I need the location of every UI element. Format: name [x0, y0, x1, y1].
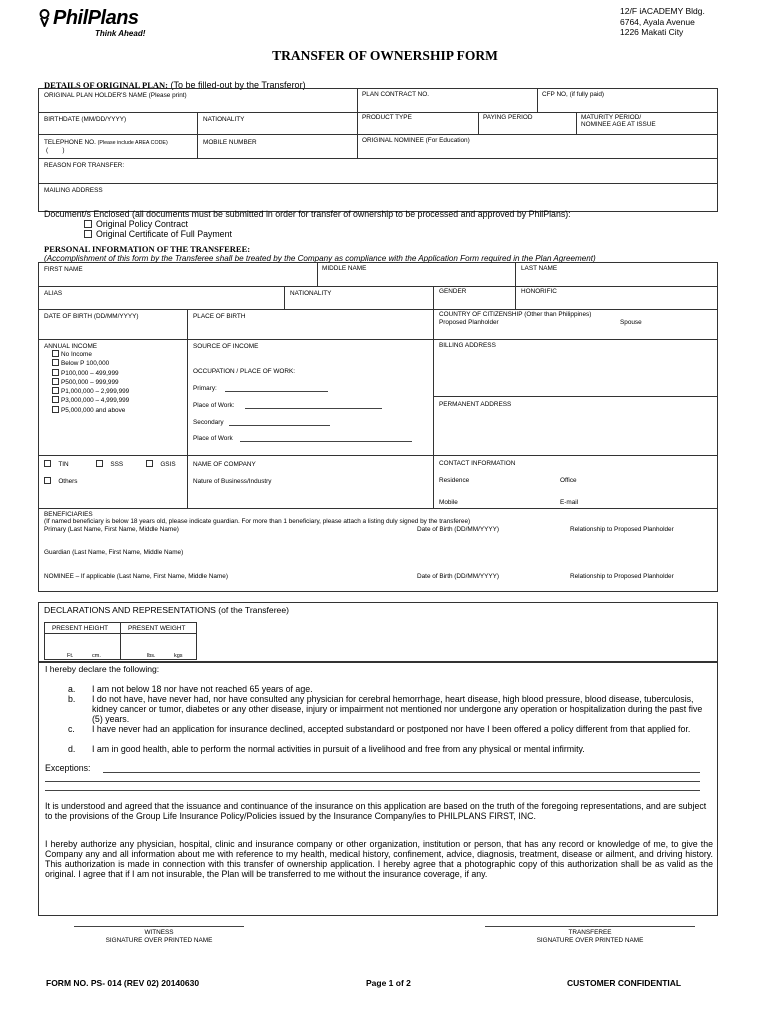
- beneficiaries-note: (If named beneficiary is below 18 years old, please indicate guardian. For more than 1 beneficiary, please attach a listing duly signed by the transferee): [44, 518, 471, 525]
- transferee-signature-label: SIGNATURE OVER PRINTED NAME: [536, 937, 644, 944]
- maturity-label: [581, 114, 656, 128]
- income-option[interactable]: [52, 359, 129, 368]
- product-type-label: PRODUCT TYPE: [362, 114, 412, 121]
- income-option-label: No Income: [61, 351, 92, 358]
- honorific-label: HONORIFIC: [521, 288, 557, 295]
- mailing-address-label: MAILING ADDRESS: [44, 187, 103, 194]
- declaration-text: I have never had an application for insurance declined, accepted substandard or postponed nor have I been offered a policy different from that applied for.: [92, 724, 691, 734]
- gender-label: GENDER: [439, 288, 467, 295]
- original-plan-table: [38, 88, 718, 212]
- reason-label: REASON FOR TRANSFER:: [44, 162, 125, 169]
- page-number: Page 1 of 2: [366, 978, 411, 988]
- nominee-label: NOMINEE – If applicable (Last Name, First Name, Middle Name): [44, 573, 228, 580]
- transferee-nationality-label: NATIONALITY: [290, 290, 332, 297]
- income-option[interactable]: [52, 350, 129, 359]
- witness-signature-line[interactable]: [74, 926, 244, 927]
- income-option[interactable]: [52, 396, 129, 405]
- annual-income-label: ANNUAL INCOME: [44, 343, 98, 350]
- tin-label: TIN: [58, 461, 69, 468]
- transferee-table: [38, 262, 718, 592]
- billing-address-label: BILLING ADDRESS: [439, 342, 496, 349]
- philplans-logo-icon: [38, 9, 51, 27]
- declaration-letter: c.: [68, 724, 75, 734]
- income-option-label: Below P 100,000: [61, 360, 110, 368]
- proposed-planholder-label: Proposed Planholder: [439, 319, 499, 326]
- income-option[interactable]: [52, 406, 129, 415]
- declaration-text: I am in good health, able to perform the normal activities in pursuit of a livelihood and free from any physical or mental infirmity.: [92, 744, 585, 754]
- last-name-label: LAST NAME: [521, 265, 558, 272]
- email-label: E-mail: [560, 499, 579, 506]
- telephone-label: [44, 139, 168, 147]
- declaration-letter: b.: [68, 694, 76, 704]
- present-weight-label: PRESENT WEIGHT: [128, 625, 186, 632]
- beneficiary-relationship-label: Relationship to Proposed Planholder: [570, 526, 674, 533]
- declaration-text: I am not below 18 nor have not reached 65 years of age.: [92, 684, 313, 694]
- original-plan-title: DETAILS OF ORIGINAL PLAN:: [44, 80, 168, 90]
- income-option-label: P3,000,000 – 4,999,999: [61, 397, 130, 405]
- kgs-label: kgs: [174, 653, 183, 659]
- documents-intro: Document/s Enclosed (all documents must be submitted in order for transfer of ownership to be processed and approved by PhilPlans):: [44, 209, 571, 219]
- maturity-label-2: NOMINEE AGE AT ISSUE: [581, 121, 656, 129]
- declaration-a: [68, 684, 713, 694]
- confidential-label: CUSTOMER CONFIDENTIAL: [567, 978, 682, 988]
- exceptions-line[interactable]: [45, 790, 700, 791]
- permanent-address-label: PERMANENT ADDRESS: [439, 401, 512, 408]
- transferee-heading: PERSONAL INFORMATION OF THE TRANSFEREE:: [44, 244, 251, 254]
- declarations-heading: DECLARATIONS AND REPRESENTATIONS (of the Transferee): [44, 605, 289, 615]
- others-checkbox[interactable]: [44, 477, 78, 485]
- beneficiaries-label: BENEFICIARIES: [44, 511, 93, 518]
- declaration-d: [68, 744, 713, 754]
- document-item-1: [84, 219, 188, 229]
- beneficiary-dob-label: Date of Birth (DD/MM/YYYY): [417, 526, 500, 533]
- gsis-checkbox[interactable]: [146, 460, 176, 468]
- gsis-label: GSIS: [160, 461, 176, 468]
- alias-label: ALIAS: [44, 290, 63, 297]
- dob-label: DATE OF BIRTH (DD/MM/YYYY): [44, 313, 139, 320]
- ft-label: Ft.: [67, 653, 74, 659]
- transferee-label: TRANSFEREE: [568, 929, 612, 936]
- income-option-label: P500,000 – 999,999: [61, 378, 119, 386]
- authorization-paragraph: I hereby authorize any physician, hospital, clinic and insurance company or other organization, institution or person, that has any record or knowledge of me, to give the Company any and all information about me with reference to my health, medical history, confinement, advice, diagnosis, treatment, disease or ailment, and driving history. This authorization is made in connection with this transfer of ownership application. I hereby agree that a photographic copy of this authorization shall be as valid as the original. I agree that if I am not insurable, the Plan will be transferred to me without the insurance coverage, if any.: [45, 839, 713, 880]
- spouse-label: Spouse: [620, 319, 642, 326]
- mobile-label: MOBILE NUMBER: [203, 139, 257, 146]
- income-options: [52, 350, 129, 415]
- primary-label: Primary:: [193, 385, 217, 392]
- document-checkbox-1[interactable]: [84, 220, 92, 228]
- original-plan-note: (To be filled-out by the Transferor): [170, 80, 306, 90]
- tin-checkbox[interactable]: [44, 460, 69, 468]
- income-option[interactable]: [52, 378, 129, 387]
- others-label: Others: [58, 478, 78, 485]
- address-line-2: 6764, Ayala Avenue: [620, 16, 695, 27]
- declare-intro: I hereby declare the following:: [45, 664, 160, 674]
- document-item-label-1: Original Policy Contract: [96, 219, 188, 229]
- source-income-label: SOURCE OF INCOME: [193, 343, 259, 350]
- cfp-no-label: CFP NO, (if fully paid): [542, 91, 605, 98]
- place-work-label: Place of Work:: [193, 402, 235, 409]
- middle-name-label: MIDDLE NAME: [322, 265, 367, 272]
- transferee-note: (Accomplishment of this form by the Transferee shall be treated by the Company as compliance with the Application Form required in the Plan Agreement): [44, 254, 596, 263]
- document-item-label-2: Original Certificate of Full Payment: [96, 229, 232, 239]
- address-line-1: 12/F iACADEMY Bldg.: [620, 6, 705, 16]
- pob-label: PLACE OF BIRTH: [193, 313, 246, 320]
- telephone-note: (Please include AREA CODE): [97, 140, 168, 146]
- income-option[interactable]: [52, 369, 129, 378]
- birthdate-label: BIRTHDATE (MM/DD/YYYY): [44, 116, 127, 123]
- declaration-b: [68, 694, 713, 724]
- citizenship-label: COUNTRY OF CITIZENSHIP (Other than Philippines): [439, 311, 592, 318]
- exceptions-line[interactable]: [45, 781, 700, 782]
- telephone-paren: ( ): [46, 147, 65, 154]
- lbs-label: lbs.: [147, 653, 156, 659]
- nominee-relationship-label: Relationship to Proposed Planholder: [570, 573, 674, 580]
- understanding-paragraph: It is understood and agreed that the issuance and continuance of the insurance on this application are based on the truth of the foregoing representations, and are subject to the provisions of the Group Life Insurance Policy/Policies issued by the Insurance Company/ies to PHILPLANS FIRST, INC.: [45, 801, 707, 822]
- form-title: TRANSFER OF OWNERSHIP FORM: [272, 48, 498, 63]
- guardian-label: Guardian (Last Name, First Name, Middle Name): [44, 549, 184, 556]
- company-address: [620, 6, 705, 38]
- maturity-label-1: MATURITY PERIOD/: [581, 114, 642, 121]
- logo-tagline: Think Ahead!: [95, 29, 146, 38]
- witness-label: WITNESS: [144, 929, 174, 936]
- contact-label: CONTACT INFORMATION: [439, 460, 516, 467]
- company-label: NAME OF COMPANY: [193, 461, 256, 468]
- first-name-label: FIRST NAME: [44, 266, 83, 273]
- logo: [38, 7, 148, 41]
- office-label: Office: [560, 477, 577, 484]
- primary-beneficiary-label: Primary (Last Name, First Name, Middle Name): [44, 526, 179, 533]
- income-option[interactable]: [52, 387, 129, 396]
- exceptions-label: Exceptions:: [45, 763, 91, 773]
- declaration-letter: a.: [68, 684, 76, 694]
- nationality-label: NATIONALITY: [203, 116, 245, 123]
- paying-period-label: PAYING PERIOD: [483, 114, 533, 121]
- transferee-mobile-label: Mobile: [439, 499, 458, 506]
- place-work2-label: Place of Work: [193, 435, 233, 442]
- form-number: FORM NO. PS- 014 (REV 02) 20140630: [46, 978, 200, 988]
- business-label: Nature of Business/Industry: [193, 478, 272, 485]
- declaration-text: I do not have, have never had, nor have consulted any physician for cerebral hemorrhage, heart disease, high blood pressure, blood disease, tuberculosis, kidney cancer or tumor, diabetes or any other disease, injury or impairment not mentioned nor undergone any operation or hospitalization during the past five (5) years.: [92, 694, 703, 725]
- witness-signature-label: SIGNATURE OVER PRINTED NAME: [105, 937, 213, 944]
- occupation-label: OCCUPATION / PLACE OF WORK:: [193, 368, 296, 375]
- declaration-c: [68, 724, 713, 734]
- telephone-text: TELEPHONE NO.: [44, 139, 96, 146]
- logo-name: PhilPlans: [53, 7, 139, 29]
- cm-label: cm.: [92, 653, 101, 659]
- address-line-3: 1226 Makati City: [620, 27, 684, 37]
- present-height-label: PRESENT HEIGHT: [52, 625, 108, 632]
- income-option-label: P100,000 – 499,999: [61, 369, 119, 377]
- contract-no-label: PLAN CONTRACT NO.: [362, 91, 429, 98]
- declaration-letter: d.: [68, 744, 76, 754]
- sss-label: SSS: [110, 461, 124, 468]
- nominee-dob-label: Date of Birth (DD/MM/YYYY): [417, 573, 500, 580]
- original-nominee-label: ORIGINAL NOMINEE (For Education): [362, 137, 470, 144]
- transferee-signature-line[interactable]: [485, 926, 695, 927]
- document-checkbox-2[interactable]: [84, 230, 92, 238]
- income-option-label: P5,000,000 and above: [61, 406, 126, 414]
- document-item-2: [84, 229, 232, 239]
- income-option-label: P1,000,000 – 2,999,999: [61, 388, 130, 396]
- holder-name-label: ORIGINAL PLAN HOLDER'S NAME (Please print): [44, 92, 187, 99]
- secondary-label: Secondary: [193, 419, 224, 426]
- exceptions-line[interactable]: [103, 772, 700, 773]
- residence-label: Residence: [439, 477, 470, 484]
- sss-checkbox[interactable]: [96, 460, 123, 468]
